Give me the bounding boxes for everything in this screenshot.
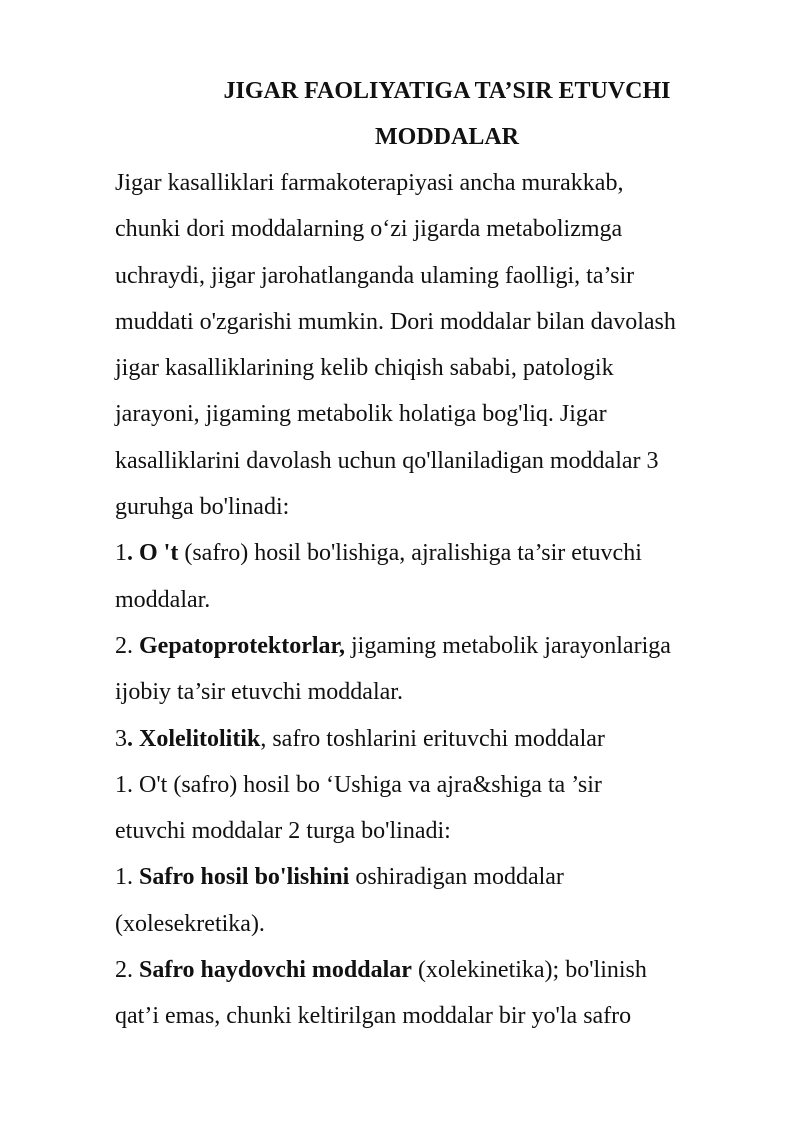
sub-item-2-line-2: qat’i emas, chunki keltirilgan moddalar bir yo'la safro <box>115 1003 632 1030</box>
sub-item-2-text: (xolekinetika); bo'linish <box>411 957 647 984</box>
intro-line-8: guruhga bo'linadi: <box>115 494 290 521</box>
title-line-1: JIGAR FAOLIYATIGA TA’SIR ETUVCHI <box>223 78 671 104</box>
intro-paragraph <box>115 160 755 530</box>
sub-intro-line-2: etuvchi moddalar 2 turga bo'linadi: <box>115 818 451 845</box>
group-item-3-line-1 <box>115 716 755 762</box>
sub-intro-paragraph <box>115 762 755 855</box>
group-item-1-number: 1 <box>115 540 127 567</box>
document-body <box>115 68 755 1040</box>
intro-line-1: Jigar kasalliklari farmakoterapiyasi ancha murakkab, <box>115 170 624 196</box>
sub-item-1-line-1 <box>115 854 755 900</box>
group-item-3-text: , safro toshlarini erituvchi moddalar <box>260 725 605 752</box>
sub-item-1-bold: Safro hosil bo'lishini <box>139 864 350 891</box>
group-item-2-line-2: ijobiy ta’sir etuvchi moddalar. <box>115 679 403 706</box>
intro-line-7: kasalliklarini davolash uchun qo'llaniladigan moddalar 3 <box>115 447 659 474</box>
sub-item-1 <box>115 854 755 947</box>
sub-item-2-number: 2. <box>115 957 139 984</box>
sub-intro-line-1: 1. O't (safro) hosil bo ‘Ushiga va ajra&shiga ta ’sir <box>115 771 602 798</box>
sub-item-1-text: oshiradigan moddalar <box>349 864 564 891</box>
title-line-2: MODDALAR <box>375 124 519 150</box>
group-item-1-line-1 <box>115 530 755 576</box>
group-item-1-text: (safro) hosil bo'lishiga, ajralishiga ta’sir etuvchi <box>178 540 642 567</box>
group-item-1 <box>115 530 755 623</box>
group-item-2-bold: Gepatoprotektorlar, <box>139 632 345 659</box>
intro-line-2: chunki dori moddalarning o‘zi jigarda metabolizmga <box>115 216 623 243</box>
group-item-3-bold: . Xolelitolitik <box>127 725 261 752</box>
group-item-2-text: jigaming metabolik jarayonlariga <box>344 632 671 659</box>
intro-line-5: jigar kasalliklarining kelib chiqish sababi, patologik <box>115 355 614 382</box>
intro-line-6: jarayoni, jigaming metabolik holatiga bog'liq. Jigar <box>115 401 607 428</box>
group-item-3-number: 3 <box>115 725 127 752</box>
intro-line-4: muddati o'zgarishi mumkin. Dori moddalar bilan davolash <box>115 308 676 335</box>
sub-item-2-line-1 <box>115 947 755 993</box>
sub-item-1-line-2: (xolesekretika). <box>115 910 265 937</box>
group-item-2-line-1 <box>115 623 755 669</box>
group-item-2 <box>115 623 755 716</box>
document-title <box>127 68 767 160</box>
group-item-1-bold: . O 't <box>127 540 179 567</box>
group-item-2-number: 2. <box>115 632 139 659</box>
sub-item-2 <box>115 947 755 1040</box>
sub-item-2-bold: Safro haydovchi moddalar <box>139 957 412 984</box>
sub-item-1-number: 1. <box>115 864 139 891</box>
group-item-3 <box>115 716 755 762</box>
group-item-1-line-2: moddalar. <box>115 586 211 613</box>
intro-line-3: uchraydi, jigar jarohatlanganda ulaming faolligi, ta’sir <box>115 262 635 289</box>
